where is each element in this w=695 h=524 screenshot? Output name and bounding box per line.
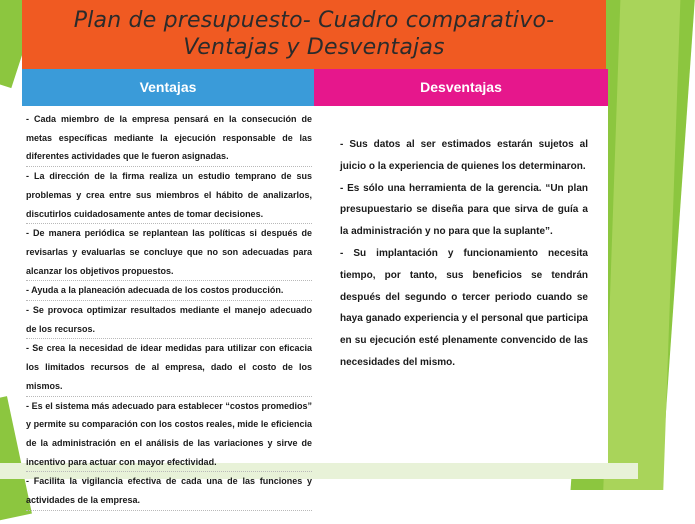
desventaja-item: - Sus datos al ser estimados estarán sujetos al juicio o la experiencia de quienes los determinaron. (340, 139, 588, 172)
ventaja-item: - Facilita la vigilancia efectiva de cada una de las funciones y actividades de la empresa. (26, 472, 312, 510)
ventaja-item: - Se provoca optimizar resultados mediante el manejo adecuado de los recursos. (26, 301, 312, 339)
desventaja-item: - Es sólo una herramienta de la gerencia. “Un plan presupuestario se diseña para que sirva de guía a la administración y no para que la suplante”. (340, 182, 588, 238)
desventajas-header: Desventajas (314, 69, 608, 106)
ventaja-item: - Es el sistema más adecuado para establecer “costos promedios” y permite su comparación con los costos reales, mide le eficiencia de la administración en el análisis de las variaciones y sirve de incentivo para actuar con mayor efectividad. (26, 397, 312, 473)
ventaja-item: - Se crea la necesidad de idear medidas para utilizar con eficacia los limitados recursos de al empresa, dado el costo de los mismos. (26, 339, 312, 396)
slide-title (22, 0, 606, 69)
ventaja-item: - De manera periódica se replantean las políticas si después de revisarlas y evaluarlas se concluye que no son adecuadas para alcanzar los objetivos propuestos. (26, 224, 312, 281)
slide-title-line-2: Ventajas y Desventajas (183, 35, 445, 60)
ventaja-item: - La dirección de la firma realiza un estudio temprano de sus problemas y crea entre sus miembros el hábito de analizarlos, discutirlos cuidadosamente antes de tomar decisiones. (26, 167, 312, 224)
ventajas-header: Ventajas (22, 69, 314, 106)
ventaja-item: - Ayuda a la planeación adecuada de los costos producción. (26, 281, 312, 301)
slide-title-line-1: Plan de presupuesto- Cuadro comparativo- (73, 8, 555, 33)
ventaja-item: - Cada miembro de la empresa pensará en la consecución de metas específicas mediante la ejecución responsable de las diferentes actividades que le fueron asignadas. (26, 110, 312, 167)
desventajas-column (314, 106, 608, 463)
ventajas-column (22, 106, 314, 506)
desventaja-item: - Su implantación y funcionamiento necesita tiempo, por tanto, sus beneficios se tendrán después del segundo o tercer periodo cuando se haya ganado experiencia y el personal que participa en su ejecución esté plenamente convencido de las necesidades del mismo. (340, 247, 588, 368)
